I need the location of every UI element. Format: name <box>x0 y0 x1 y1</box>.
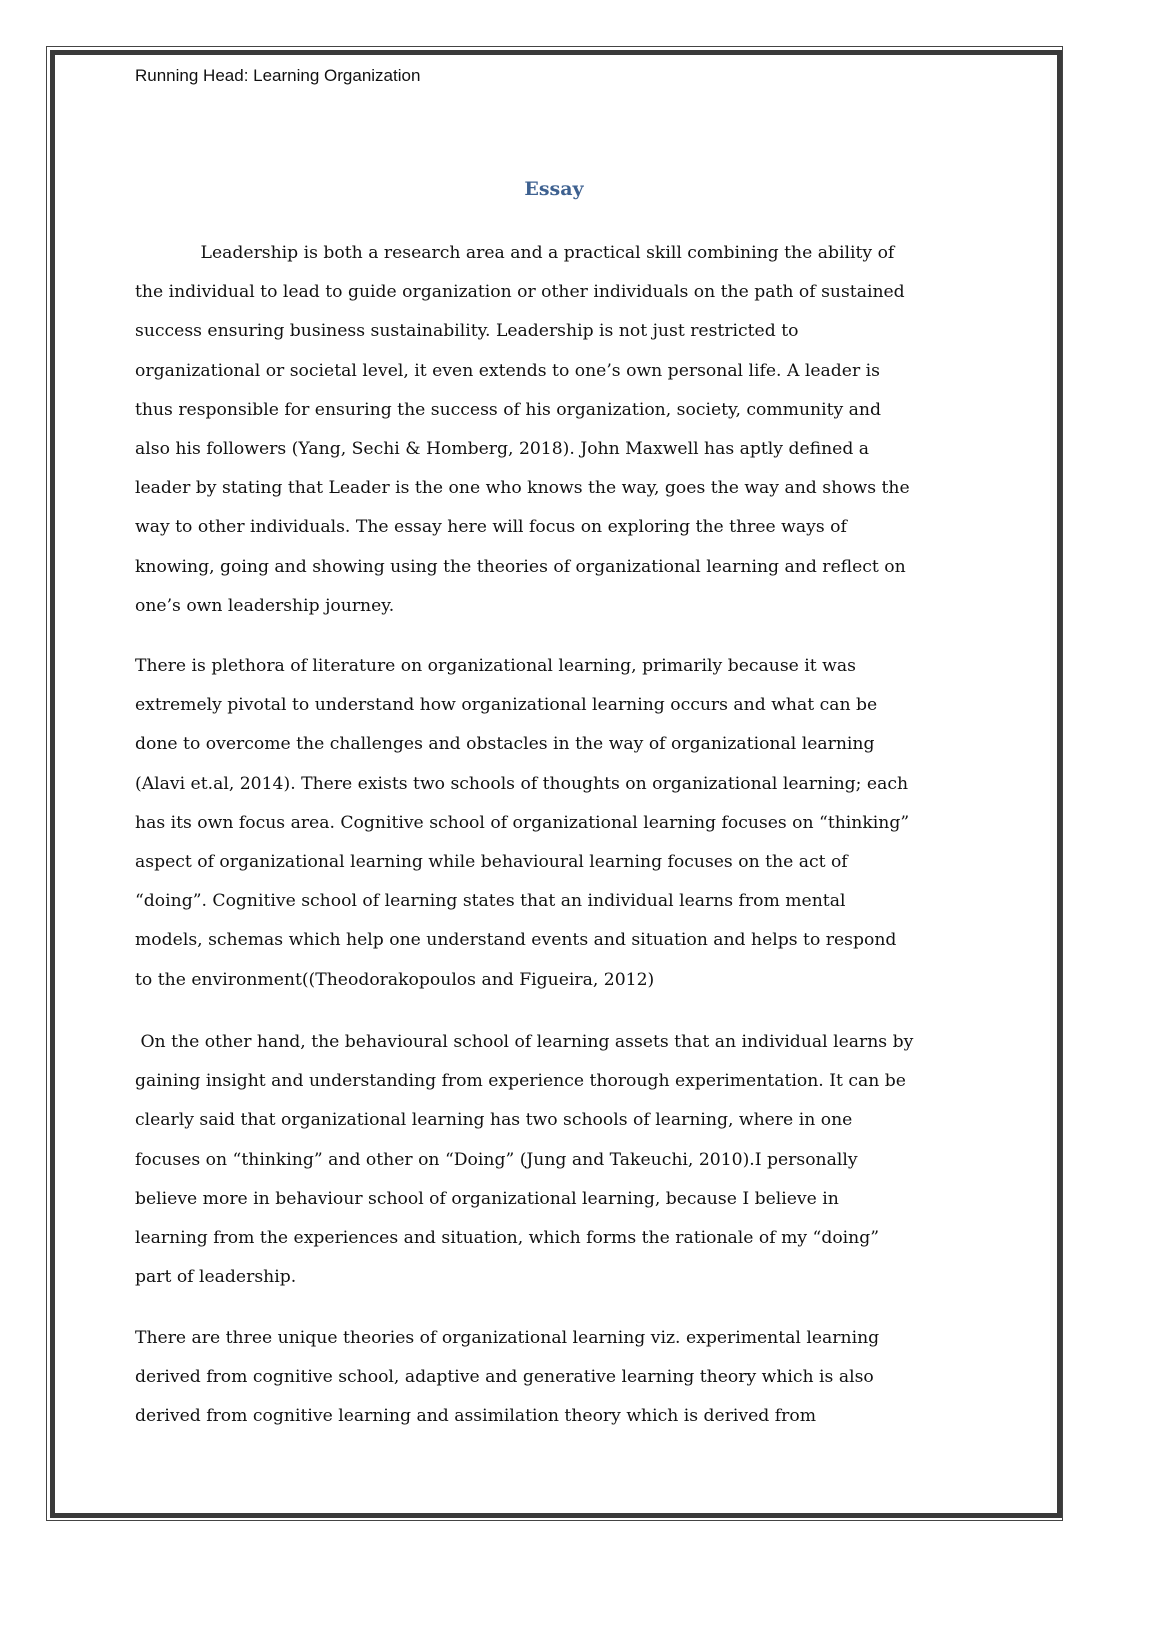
text-line: On the other hand, the behavioural school of learning assets that an individual learns by <box>135 1032 914 1052</box>
text-line: thus responsible for ensuring the success of his organization, society, community and <box>135 399 881 420</box>
text-line: gaining insight and understanding from experience thorough experimentation. It can be <box>135 1071 906 1092</box>
text-line: Leadership is both a research area and a practical skill combining the ability of <box>135 243 895 263</box>
text-line: way to other individuals. The essay here will focus on exploring the three ways of <box>135 517 847 538</box>
text-line: knowing, going and showing using the theories of organizational learning and reflect on <box>135 556 906 577</box>
text-line: aspect of organizational learning while behavioural learning focuses on the act of <box>135 851 848 872</box>
text-line: derived from cognitive school, adaptive and generative learning theory which is also <box>135 1367 874 1388</box>
paragraph-1 <box>135 234 910 626</box>
text-line: success ensuring business sustainability. Leadership is not just restricted to <box>135 321 799 342</box>
text-line: derived from cognitive learning and assimilation theory which is derived from <box>135 1406 816 1427</box>
text-line: leader by stating that Leader is the one who knows the way, goes the way and shows the <box>135 478 910 499</box>
text-line: There are three unique theories of organizational learning viz. experimental learning <box>135 1328 880 1348</box>
paragraph-3 <box>135 1023 913 1297</box>
text-line: extremely pivotal to understand how organizational learning occurs and what can be <box>135 695 878 716</box>
paragraph-2 <box>135 647 909 1000</box>
paragraph-4 <box>135 1319 879 1437</box>
text-line: believe more in behaviour school of organizational learning, because I believe in <box>135 1188 839 1209</box>
text-line: part of leadership. <box>135 1267 297 1288</box>
text-line: There is plethora of literature on organizational learning, primarily because it was <box>135 656 856 676</box>
text-line: also his followers (Yang, Sechi & Homberg, 2018). John Maxwell has aptly defined a <box>135 438 870 459</box>
text-line: done to overcome the challenges and obstacles in the way of organizational learning <box>135 734 875 755</box>
essay-title: Essay <box>524 178 584 200</box>
text-line: has its own focus area. Cognitive school of organizational learning focuses on “thinking” <box>135 812 910 833</box>
text-line: to the environment((Theodorakopoulos and Figueira, 2012) <box>135 969 655 990</box>
text-line: one’s own leadership journey. <box>135 595 395 616</box>
text-line: the individual to lead to guide organization or other individuals on the path of sustained <box>135 282 905 303</box>
text-line: focuses on “thinking” and other on “Doing” (Jung and Takeuchi, 2010).I personally <box>135 1149 858 1170</box>
text-line: (Alavi et.al, 2014). There exists two schools of thoughts on organizational learning; each <box>135 773 909 794</box>
text-line: clearly said that organizational learning has two schools of learning, where in one <box>135 1110 853 1131</box>
running-head: Running Head: Learning Organization <box>135 66 421 85</box>
text-line: models, schemas which help one understand events and situation and helps to respond <box>135 930 897 951</box>
text-line: “doing”. Cognitive school of learning states that an individual learns from mental <box>135 891 846 912</box>
text-line: learning from the experiences and situation, which forms the rationale of my “doing” <box>135 1227 880 1248</box>
text-line: organizational or societal level, it even extends to one’s own personal life. A leader is <box>135 360 880 381</box>
